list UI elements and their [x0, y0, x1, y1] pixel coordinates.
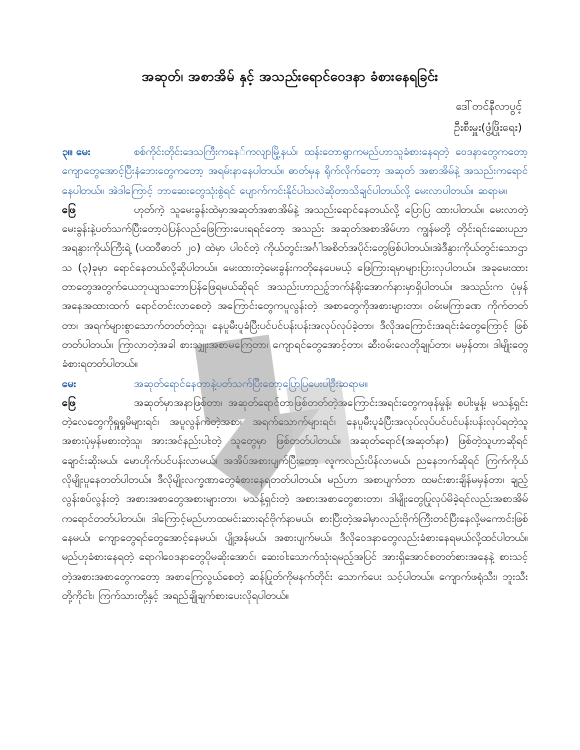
qa-content [62, 143, 528, 606]
question-label: ၃၊။ မေး [62, 146, 91, 158]
question-label: မေး [62, 377, 77, 390]
author-location: ဦးစီးမှူး(ဖွံ့ဖြိုးရေး) [454, 121, 522, 134]
answer-text: အဆုတ်မှာအနာဖြစ်တာ၊ အဆုတ်ရောင်တာဖြစ်တတ်တဲ့အကြောင်းအရင်းတွေကဖုန်မှုန့်၊ စပါးမှုန့်၊ မသန့်ရှင်းတဲ့လေတွေကိုရှူရှုမိများရင်၊ အပူလွန်ကဲတဲ့အစာ၊ အရက်သောက်များရင်၊ နေပူမီးပူခံပြီးအလုပ်လုပ်ပင်ပင်ပန်းပန်းလုပ်ရတဲ့သူအစားပုံမှန်မစားတဲ့သူ၊ အားအင်နည်းပါးတဲ့ သူတွေမှာ ဖြစ်တတ်ပါတယ်။ အဆုတ်ရောင်(အဆုတ်နာ) ဖြစ်တဲ့သူဟာဆိုရင် ချောင်းဆိုးမယ်၊ မောဟိုက်ပင်ပန်းလာမယ်၊ အအိပ်အစားပျက်ပြီးတော့ လူကလည်းပိန်လာမယ်၊ ညနေဘက်ဆိုရင် ကြက်ကိုယ်လိုမျိုးပူနေတတ်ပါတယ်။ ဒီလိုမျိုးလက္ခဏာတွေခံစားနေရတတ်ပါတယ်။ မည်ဟာ အစာပျက်တာ ထမင်းစားချိန်မမှန်တာ၊ ချည့်လွန်းစပ်လွန်းတဲ့ အစားအစာတွေအစားများတာ၊ မသန့်ရှင်းတဲ့ အစားအစာတွေစားတာ၊ ဒါမျိုးတွေပြုလုပ်မိခဲ့ရင်လည်းအစာအိမ်ကရောင်တတ်ပါတယ်။ ဒါကြောင့်မည်ဟာထမင်းဆားရင်ဗိုက်နာမယ်၊ စားပြီးတဲ့အခါမှာလည်းဗိုက်ကြီးတင်ပြီးနေလို့မကောင်းဖြစ်နေမယ်၊ ကျောတွေရင်တွေအောင့်နေမယ်၊ ပျို့အန်မယ်၊ အစားပျက်မယ်၊ ဒီလိုဝေဒနာတွေလည်းခံစားနေရမယ်လို့ထင်ပါတယ်။ မည်ဟုခံစားနေရတဲ့ ရောဂါဝေဒနာတွေပိုမဆိုးအောင်၊ ဆေးဝါးသောက်သုံးရမည့်အပြင် အားရှိအောင်စတတ်စားအနေနဲ့ စားသင့်တဲ့အစားအစာတွေကတော့ အစာကြေလွယ်စေတဲ့ ဆန်ပြုတ်ကိုမနက်တိုင်း သောက်ပေး သင့်ပါတယ်။ ကျောက်ဖရုံသီး၊ ဘူးသီးတို့ကိုငါး၊ ကြက်သားတို့နှင့် အရည်ချိုချက်စားပေးလိုရပါတယ်။ [62, 396, 528, 602]
author-name: ဒေါ်တင်နီလာပွင့် [456, 100, 522, 113]
answer-text: ဟုတ်ကဲ့ သူမေးခွန်းထဲမှာအဆုတ်အစာအိမ်နဲ့ အသည်းရောင်နေတယ်လို့ ပြောပြ ထားပါတယ်။ မေးလာတဲ့ မေးခွန်းနဲ့ပတ်သက်ပြီးတော့ပဲပြန်လည်ဖြေကြားပေးရရင်တော့ အသည်း အဆုတ်အစာအိမ်ဟာ ကျွန်မတို့ တိုင်းရင်းဆေးပညာအရနွားကိုယ်ကြီးရဲ့ (ပထဝီဓာတ် ၂၀) ထဲမှာ ပါဝင်တဲ့ ကိုယ်တွင်းအင်္ဂါအစိတ်အပိုင်းတွေဖြစ်ပါတယ်။အဲဒီနွားကိုယ်တွင်းသောဌာသ (၃)ခုမှာ ရောင်နေတယ်လို့ဆိုပါတယ်။ မေးထားတဲ့မေးခွန်းကတိုနေပေမယ့် ဖြေကြားရမှာများပြားလှပါတယ်။ အခုမေးထားတာတွေအတွက်ယေဘုယျသဘောပြန်ဖြေရမယ်ဆိုရင် အသည်းဟာညဉ့်ဘက်နံရိုးအောက်နားမှာရှိပါတယ်။ အသည်းက ပုံမှန်အနေအထားထက် ရောင်တင်းလာစေတဲ့ အကြောင်းတွေကပူလွန်းတဲ့ အစာတွေကိုအစားများတာ၊ ဝမ်းမကြာခဏ ကိုက်တတ်တာ၊ အရက်များစွာသောက်တတ်တဲ့သူ၊ နေပူမီးပူခံပြီးပင်ပင်ပန်းပန်းအလုပ်လုပ်ခဲ့တာ၊ ဒီလိုအကြောင်းအရင်းခံတွေကြောင့် ဖြစ်တတ်ပါတယ်။ ကြာလာတဲ့အခါ စားသျှုးအစာမကြေတာ၊ ကျောရင်တွေအောင့်တာ၊ ဆီးဝမ်းလေတိုချုပ်တာ၊ မမှန်တာ၊ ဒါမျိုးတွေခံစားရတတ်ပါတယ်။ [62, 203, 528, 371]
answer-2 [62, 394, 528, 606]
answer-1 [62, 201, 528, 375]
answer-label: ဖြေ [62, 203, 76, 216]
question-1 [62, 143, 528, 201]
question-text: စစ်ကိုင်းတိုင်းဒေသကြီးကနေ်ကလျာမြို့နယ်၊ ထန်းတောရွာကမည်ဟာသူခံစားနေရတဲ့ ဝေဒနာတွေကတော့ ကျောတွေအောင့်ပြီးနံဘေးတွေကတော့ အရမ်းနာနေပါတယ်။ ဓာတ်မှန ရိုက်လိုက်တော့ အဆုတ် အစာအိမ်နဲ့ အသည်းကရောင်နေပါတယ်။ အဲဒါကြောင့် ဘာဆေးတွေသုံးစွဲရင် ပျောက်ကင်းနိုင်ပါသလဲဆိုတာသိချင်ပါတယ်လို့ မေးလာပါတယ်။ ဆရာမ။ [62, 146, 528, 197]
answer-label: ဖြေ [62, 396, 76, 409]
question-2 [62, 375, 528, 394]
author-block [454, 96, 522, 138]
question-text: အဆုတ်ရောင်နေတာနဲ့ပတ်သက်ပြီးတော့ပြောပြပေးပါဦးဆရာမ။ [134, 377, 368, 390]
document-title: အဆုတ်၊ အစာအိမ် နှင့် အသည်းရောင်ဝေဒနာ ခံစားနေရခြင်း [141, 69, 439, 85]
